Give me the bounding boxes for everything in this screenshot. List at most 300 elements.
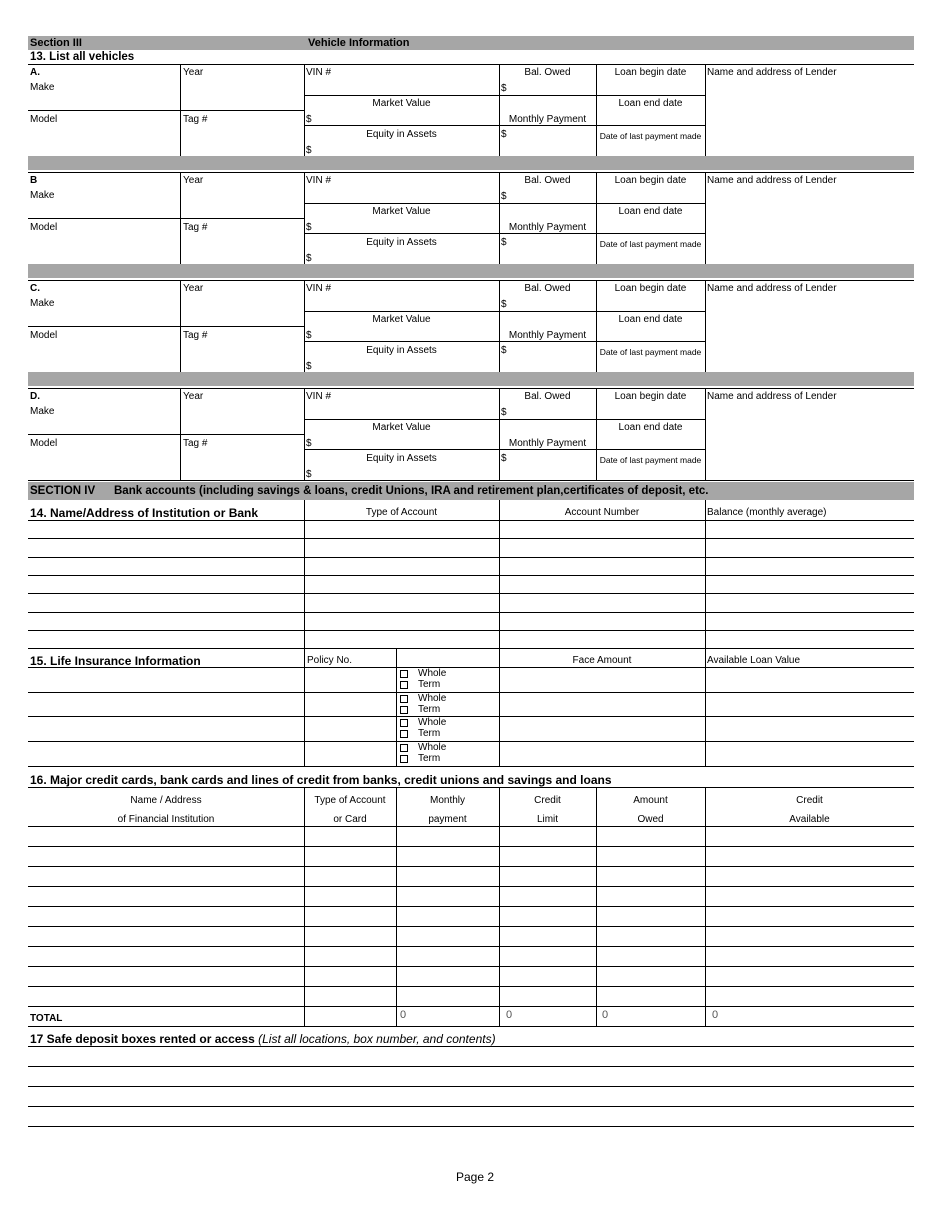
market-value-field[interactable] bbox=[314, 111, 496, 124]
loan-end-label: Loan end date bbox=[618, 314, 683, 325]
market-value-label: Market Value bbox=[372, 206, 431, 217]
credit-col-6-header-line2: Available bbox=[789, 814, 830, 825]
last-payment-label: Date of last payment made bbox=[599, 455, 702, 465]
equity-field[interactable] bbox=[314, 250, 496, 263]
credit-limit-field[interactable] bbox=[501, 869, 594, 883]
balance-field[interactable] bbox=[707, 540, 912, 554]
bal-owed-label: Bal. Owed bbox=[524, 175, 571, 186]
policy-no-field[interactable] bbox=[306, 719, 394, 737]
rule bbox=[499, 203, 596, 204]
institution-field[interactable] bbox=[30, 869, 302, 883]
rule bbox=[596, 203, 705, 204]
credit-col-1-header-line1: Name / Address bbox=[130, 795, 202, 806]
rule bbox=[304, 419, 499, 420]
safe-deposit-field[interactable] bbox=[30, 1109, 912, 1123]
market-value-dollar-sign: $ bbox=[306, 330, 312, 341]
bank-name-field[interactable] bbox=[30, 522, 302, 536]
available-loan-field[interactable] bbox=[707, 695, 912, 713]
loan-begin-field[interactable] bbox=[598, 80, 703, 94]
loan-end-label: Loan end date bbox=[618, 98, 683, 109]
insurer-field[interactable] bbox=[30, 744, 302, 762]
account-type-field[interactable] bbox=[306, 559, 497, 573]
model-field[interactable] bbox=[68, 234, 178, 262]
credit-available-field[interactable] bbox=[707, 909, 912, 923]
column-rule bbox=[705, 172, 706, 264]
available-loan-header: Available Loan Value bbox=[707, 655, 801, 666]
insurer-field[interactable] bbox=[30, 670, 302, 688]
tag-field[interactable] bbox=[183, 450, 301, 478]
term-label: Term bbox=[418, 679, 441, 690]
vin-label: VIN # bbox=[306, 175, 332, 186]
account-number-field[interactable] bbox=[501, 614, 703, 628]
institution-field[interactable] bbox=[30, 909, 302, 923]
loan-begin-field[interactable] bbox=[598, 296, 703, 310]
make-label: Make bbox=[30, 190, 55, 201]
column-rule bbox=[304, 172, 305, 264]
balance-field[interactable] bbox=[707, 614, 912, 628]
balance-field[interactable] bbox=[707, 595, 912, 609]
rule bbox=[28, 218, 180, 219]
loan-end-field[interactable] bbox=[598, 219, 703, 232]
item-17-note: (List all locations, box number, and contents) bbox=[258, 1032, 496, 1046]
vehicle-letter: D. bbox=[30, 391, 40, 402]
column-rule bbox=[705, 280, 706, 372]
monthly-payment-field[interactable] bbox=[509, 343, 594, 370]
equity-field[interactable] bbox=[314, 466, 496, 479]
loan-end-field[interactable] bbox=[598, 435, 703, 448]
year-field[interactable] bbox=[183, 80, 301, 108]
account-type-field[interactable] bbox=[306, 577, 497, 591]
equity-field[interactable] bbox=[314, 142, 496, 155]
make-field[interactable] bbox=[68, 298, 178, 324]
monthly-payment-field[interactable] bbox=[398, 829, 497, 843]
bal-owed-label: Bal. Owed bbox=[524, 283, 571, 294]
monthly-payment-field[interactable] bbox=[398, 869, 497, 883]
last-payment-field[interactable] bbox=[598, 466, 703, 479]
table-row bbox=[28, 906, 914, 926]
table-row bbox=[28, 538, 914, 556]
year-field[interactable] bbox=[183, 296, 301, 324]
term-checkbox[interactable] bbox=[400, 681, 408, 689]
lender-field[interactable] bbox=[707, 296, 912, 370]
bank-name-field[interactable] bbox=[30, 577, 302, 591]
vehicle-top-rule bbox=[28, 172, 914, 173]
vin-field[interactable] bbox=[306, 187, 496, 201]
amount-owed-field[interactable] bbox=[598, 969, 703, 983]
table-row bbox=[28, 866, 914, 886]
account-type-field[interactable] bbox=[306, 632, 497, 646]
whole-label: Whole bbox=[418, 692, 447, 704]
credit-col-3-header-line2: payment bbox=[428, 814, 467, 825]
monthly-payment-field[interactable] bbox=[509, 451, 594, 478]
monthly-payment-field[interactable] bbox=[398, 909, 497, 923]
amount-owed-field[interactable] bbox=[598, 849, 703, 863]
safe-deposit-rule bbox=[28, 1046, 914, 1047]
model-field[interactable] bbox=[68, 342, 178, 370]
term-checkbox[interactable] bbox=[400, 706, 408, 714]
policy-no-field[interactable] bbox=[306, 670, 394, 688]
model-field[interactable] bbox=[68, 450, 178, 478]
term-checkbox[interactable] bbox=[400, 730, 408, 738]
tag-field[interactable] bbox=[183, 126, 301, 154]
table-row bbox=[28, 986, 914, 1006]
account-number-field[interactable] bbox=[501, 595, 703, 609]
vehicle-letter: A. bbox=[30, 67, 40, 78]
credit-col-3-header-line1: Monthly bbox=[429, 795, 465, 806]
credit-limit-field[interactable] bbox=[501, 969, 594, 983]
equity-dollar-sign: $ bbox=[306, 469, 312, 480]
tag-label: Tag # bbox=[183, 114, 208, 125]
rule bbox=[596, 125, 705, 126]
account-number-field[interactable] bbox=[501, 632, 703, 646]
lender-field[interactable] bbox=[707, 80, 912, 154]
amount-owed-field[interactable] bbox=[598, 909, 703, 923]
monthly-payment-field[interactable] bbox=[509, 127, 594, 154]
last-payment-field[interactable] bbox=[598, 250, 703, 263]
rule bbox=[180, 434, 304, 435]
bank-name-field[interactable] bbox=[30, 632, 302, 646]
policy-no-header: Policy No. bbox=[307, 655, 353, 666]
institution-field[interactable] bbox=[30, 969, 302, 983]
safe-deposit-field[interactable] bbox=[30, 1049, 912, 1063]
amount-owed-field[interactable] bbox=[598, 929, 703, 943]
credit-available-field[interactable] bbox=[707, 929, 912, 943]
lender-field[interactable] bbox=[707, 188, 912, 262]
available-loan-field[interactable] bbox=[707, 670, 912, 688]
bal-owed-dollar-sign: $ bbox=[501, 83, 507, 94]
credit-top-rule bbox=[28, 787, 914, 788]
vehicle-letter: B bbox=[30, 175, 38, 186]
total-credit-available[interactable]: 0 bbox=[712, 1009, 719, 1021]
loan-end-field[interactable] bbox=[598, 111, 703, 124]
section-4-label: SECTION IV bbox=[30, 485, 96, 497]
account-number-field[interactable] bbox=[501, 540, 703, 554]
monthly-payment-field[interactable] bbox=[398, 989, 497, 1003]
loan-begin-label: Loan begin date bbox=[614, 283, 687, 294]
bank-name-field[interactable] bbox=[30, 540, 302, 554]
column-rule bbox=[705, 388, 706, 480]
institution-field[interactable] bbox=[30, 889, 302, 903]
monthly-payment-dollar-sign: $ bbox=[501, 453, 507, 464]
credit-limit-field[interactable] bbox=[501, 909, 594, 923]
credit-available-field[interactable] bbox=[707, 849, 912, 863]
credit-available-field[interactable] bbox=[707, 949, 912, 963]
rule bbox=[596, 341, 705, 342]
table-row bbox=[28, 886, 914, 906]
table-row bbox=[28, 946, 914, 966]
equity-field[interactable] bbox=[314, 358, 496, 371]
lender-label: Name and address of Lender bbox=[707, 391, 837, 402]
face-amount-field[interactable] bbox=[501, 744, 703, 762]
vin-label: VIN # bbox=[306, 391, 332, 402]
monthly-payment-dollar-sign: $ bbox=[501, 129, 507, 140]
bank-row-rule bbox=[28, 648, 914, 649]
vehicle-top-rule bbox=[28, 64, 914, 65]
vin-label: VIN # bbox=[306, 67, 332, 78]
last-payment-field[interactable] bbox=[598, 142, 703, 155]
rule bbox=[180, 110, 304, 111]
whole-label: Whole bbox=[418, 717, 447, 729]
account-number-field[interactable] bbox=[501, 522, 703, 536]
safe-deposit-field[interactable] bbox=[30, 1089, 912, 1103]
equity-dollar-sign: $ bbox=[306, 145, 312, 156]
equity-label: Equity in Assets bbox=[366, 129, 437, 140]
last-payment-label: Date of last payment made bbox=[599, 239, 702, 249]
monthly-payment-field[interactable] bbox=[398, 849, 497, 863]
model-label: Model bbox=[30, 330, 58, 341]
market-value-field[interactable] bbox=[314, 327, 496, 340]
equity-dollar-sign: $ bbox=[306, 253, 312, 264]
table-row bbox=[28, 692, 914, 716]
account-type-field[interactable] bbox=[306, 522, 497, 536]
amount-owed-field[interactable] bbox=[598, 889, 703, 903]
type-of-account-header: Type of Account bbox=[365, 507, 438, 518]
card-type-field[interactable] bbox=[306, 869, 394, 883]
table-row bbox=[28, 741, 914, 765]
whole-checkbox[interactable] bbox=[400, 719, 408, 727]
policy-no-field[interactable] bbox=[306, 695, 394, 713]
credit-col-2-header-line1: Type of Account bbox=[314, 795, 386, 806]
card-type-field[interactable] bbox=[306, 849, 394, 863]
vehicle-separator-bar bbox=[28, 264, 914, 278]
monthly-payment-label: Monthly Payment bbox=[508, 222, 587, 233]
card-type-field[interactable] bbox=[306, 829, 394, 843]
balance-field[interactable] bbox=[707, 632, 912, 646]
year-field[interactable] bbox=[183, 404, 301, 432]
monthly-payment-label: Monthly Payment bbox=[508, 438, 587, 449]
balance-field[interactable] bbox=[707, 559, 912, 573]
vehicle-top-rule bbox=[28, 280, 914, 281]
credit-limit-field[interactable] bbox=[501, 849, 594, 863]
monthly-payment-field[interactable] bbox=[398, 969, 497, 983]
rule bbox=[304, 233, 499, 234]
make-field[interactable] bbox=[68, 190, 178, 216]
bank-name-field[interactable] bbox=[30, 559, 302, 573]
model-field[interactable] bbox=[68, 126, 178, 154]
total-label: TOTAL bbox=[30, 1013, 63, 1024]
insurer-field[interactable] bbox=[30, 695, 302, 713]
credit-limit-field[interactable] bbox=[501, 829, 594, 843]
safe-deposit-rule bbox=[28, 1086, 914, 1087]
amount-owed-field[interactable] bbox=[598, 869, 703, 883]
last-payment-field[interactable] bbox=[598, 358, 703, 371]
institution-field[interactable] bbox=[30, 989, 302, 1003]
whole-checkbox[interactable] bbox=[400, 695, 408, 703]
bal-owed-field[interactable] bbox=[509, 404, 594, 418]
card-type-field[interactable] bbox=[306, 969, 394, 983]
rule bbox=[28, 326, 180, 327]
bal-owed-field[interactable] bbox=[509, 80, 594, 94]
safe-deposit-rule bbox=[28, 1126, 914, 1127]
loan-end-label: Loan end date bbox=[618, 206, 683, 217]
credit-col-5-header-line1: Amount bbox=[633, 795, 668, 806]
loan-end-field[interactable] bbox=[598, 327, 703, 340]
credit-available-field[interactable] bbox=[707, 969, 912, 983]
card-type-field[interactable] bbox=[306, 929, 394, 943]
amount-owed-field[interactable] bbox=[598, 949, 703, 963]
institution-field[interactable] bbox=[30, 949, 302, 963]
safe-deposit-field[interactable] bbox=[30, 1069, 912, 1083]
monthly-payment-dollar-sign: $ bbox=[501, 237, 507, 248]
make-field[interactable] bbox=[68, 406, 178, 432]
policy-no-field[interactable] bbox=[306, 744, 394, 762]
credit-limit-field[interactable] bbox=[501, 889, 594, 903]
rule bbox=[28, 434, 180, 435]
bal-owed-label: Bal. Owed bbox=[524, 67, 571, 78]
card-type-field[interactable] bbox=[306, 949, 394, 963]
account-number-field[interactable] bbox=[501, 577, 703, 591]
item-13-title: 13. List all vehicles bbox=[30, 51, 135, 63]
term-label: Term bbox=[418, 728, 441, 740]
monthly-payment-dollar-sign: $ bbox=[501, 345, 507, 356]
institution-field[interactable] bbox=[30, 929, 302, 943]
lender-field[interactable] bbox=[707, 404, 912, 478]
bank-name-field[interactable] bbox=[30, 595, 302, 609]
account-number-field[interactable] bbox=[501, 559, 703, 573]
rule bbox=[596, 311, 705, 312]
vin-field[interactable] bbox=[306, 79, 496, 93]
market-value-field[interactable] bbox=[314, 435, 496, 448]
credit-limit-field[interactable] bbox=[501, 949, 594, 963]
item-14-title: 14. Name/Address of Institution or Bank bbox=[30, 506, 259, 520]
available-loan-field[interactable] bbox=[707, 719, 912, 737]
life-row-rule bbox=[28, 766, 914, 767]
lender-label: Name and address of Lender bbox=[707, 283, 837, 294]
section-3-label: Section III bbox=[30, 37, 82, 49]
rule bbox=[304, 449, 499, 450]
account-type-field[interactable] bbox=[306, 614, 497, 628]
card-type-field[interactable] bbox=[306, 909, 394, 923]
loan-begin-field[interactable] bbox=[598, 188, 703, 202]
column-rule bbox=[304, 388, 305, 480]
year-field[interactable] bbox=[183, 188, 301, 216]
tag-field[interactable] bbox=[183, 234, 301, 262]
rule bbox=[304, 95, 499, 96]
credit-available-field[interactable] bbox=[707, 869, 912, 883]
column-rule bbox=[304, 64, 305, 156]
table-row bbox=[28, 520, 914, 538]
rule bbox=[499, 95, 596, 96]
monthly-payment-label: Monthly Payment bbox=[508, 114, 587, 125]
rule bbox=[596, 449, 705, 450]
total-credit-limit[interactable]: 0 bbox=[506, 1009, 513, 1021]
credit-limit-field[interactable] bbox=[501, 989, 594, 1003]
table-row bbox=[28, 716, 914, 740]
model-label: Model bbox=[30, 438, 58, 449]
tag-field[interactable] bbox=[183, 342, 301, 370]
vehicle-block bbox=[28, 388, 914, 496]
total-monthly-payment[interactable]: 0 bbox=[400, 1009, 407, 1021]
card-type-field[interactable] bbox=[306, 989, 394, 1003]
vehicle-bottom-rule bbox=[28, 480, 914, 481]
last-payment-label: Date of last payment made bbox=[599, 131, 702, 141]
monthly-payment-field[interactable] bbox=[509, 235, 594, 262]
bal-owed-field[interactable] bbox=[509, 296, 594, 310]
monthly-payment-field[interactable] bbox=[398, 949, 497, 963]
rule bbox=[304, 341, 499, 342]
credit-col-5-header-line2: Owed bbox=[637, 814, 664, 825]
balance-field[interactable] bbox=[707, 577, 912, 591]
equity-label: Equity in Assets bbox=[366, 453, 437, 464]
year-label: Year bbox=[183, 391, 204, 402]
bank-name-field[interactable] bbox=[30, 614, 302, 628]
rule bbox=[28, 110, 180, 111]
rule bbox=[596, 95, 705, 96]
credit-limit-field[interactable] bbox=[501, 929, 594, 943]
rule bbox=[304, 311, 499, 312]
institution-field[interactable] bbox=[30, 829, 302, 843]
market-value-field[interactable] bbox=[314, 219, 496, 232]
credit-col-1-header-line2: of Financial Institution bbox=[117, 814, 215, 825]
card-type-field[interactable] bbox=[306, 889, 394, 903]
insurer-field[interactable] bbox=[30, 719, 302, 737]
make-field[interactable] bbox=[68, 82, 178, 108]
credit-col-4-header-line1: Credit bbox=[534, 795, 561, 806]
make-label: Make bbox=[30, 406, 55, 417]
bal-owed-field[interactable] bbox=[509, 188, 594, 202]
safe-deposit-rule bbox=[28, 1066, 914, 1067]
table-row bbox=[28, 826, 914, 846]
market-value-label: Market Value bbox=[372, 314, 431, 325]
account-type-field[interactable] bbox=[306, 595, 497, 609]
available-loan-field[interactable] bbox=[707, 744, 912, 762]
face-amount-field[interactable] bbox=[501, 695, 703, 713]
model-label: Model bbox=[30, 222, 58, 233]
lender-label: Name and address of Lender bbox=[707, 67, 837, 78]
credit-bottom-rule bbox=[28, 1026, 914, 1027]
market-value-dollar-sign: $ bbox=[306, 222, 312, 233]
amount-owed-field[interactable] bbox=[598, 829, 703, 843]
item-16-title: 16. Major credit cards, bank cards and lines of credit from banks, credit unions and savings and loans bbox=[30, 773, 612, 787]
table-row bbox=[28, 575, 914, 593]
vehicle-separator-bar bbox=[28, 372, 914, 386]
rule bbox=[180, 218, 304, 219]
last-payment-label: Date of last payment made bbox=[599, 347, 702, 357]
credit-available-field[interactable] bbox=[707, 989, 912, 1003]
balance-field[interactable] bbox=[707, 522, 912, 536]
term-checkbox[interactable] bbox=[400, 755, 408, 763]
vin-field[interactable] bbox=[306, 403, 496, 417]
term-label: Term bbox=[418, 703, 441, 715]
credit-available-field[interactable] bbox=[707, 829, 912, 843]
year-label: Year bbox=[183, 283, 204, 294]
monthly-payment-field[interactable] bbox=[398, 889, 497, 903]
amount-owed-field[interactable] bbox=[598, 989, 703, 1003]
item-17-title bbox=[30, 1032, 496, 1046]
vin-field[interactable] bbox=[306, 295, 496, 309]
total-amount-owed[interactable]: 0 bbox=[602, 1009, 609, 1021]
monthly-payment-field[interactable] bbox=[398, 929, 497, 943]
vin-label: VIN # bbox=[306, 283, 332, 294]
credit-available-field[interactable] bbox=[707, 889, 912, 903]
table-row bbox=[28, 593, 914, 611]
lender-label: Name and address of Lender bbox=[707, 175, 837, 186]
whole-checkbox[interactable] bbox=[400, 670, 408, 678]
make-label: Make bbox=[30, 298, 55, 309]
account-type-field[interactable] bbox=[306, 540, 497, 554]
tag-label: Tag # bbox=[183, 438, 208, 449]
whole-checkbox[interactable] bbox=[400, 744, 408, 752]
make-label: Make bbox=[30, 82, 55, 93]
face-amount-field[interactable] bbox=[501, 719, 703, 737]
institution-field[interactable] bbox=[30, 849, 302, 863]
loan-begin-field[interactable] bbox=[598, 404, 703, 418]
section-4-title: Bank accounts (including savings & loans, credit Unions, IRA and retirement plan,certificates of deposit, etc. bbox=[114, 485, 709, 497]
credit-col-4-header-line2: Limit bbox=[536, 814, 559, 825]
rule bbox=[304, 125, 499, 126]
face-amount-field[interactable] bbox=[501, 670, 703, 688]
bal-owed-dollar-sign: $ bbox=[501, 407, 507, 418]
